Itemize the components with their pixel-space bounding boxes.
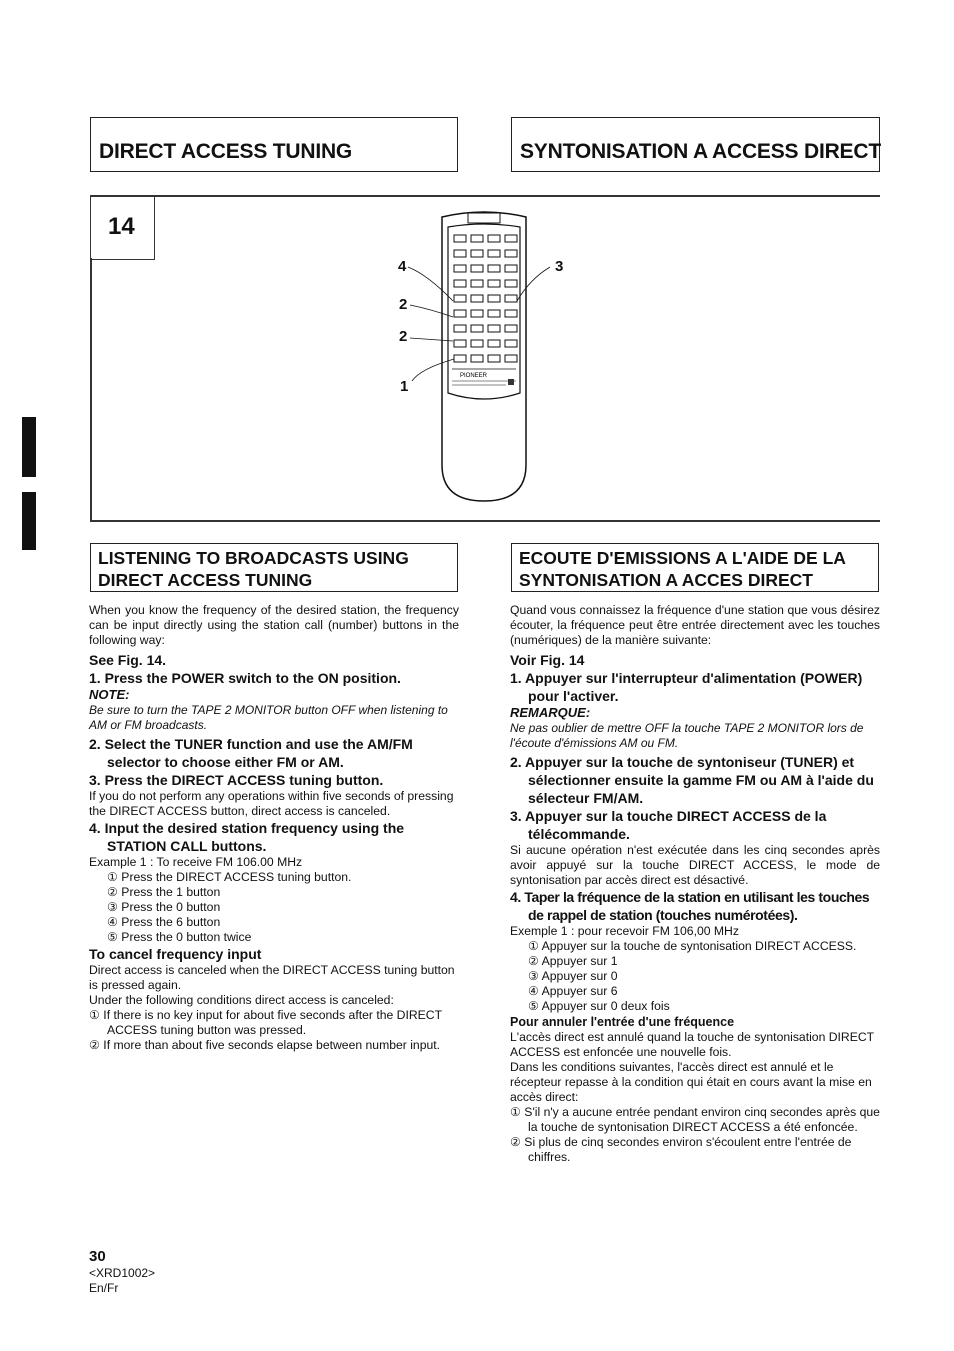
fr-cancel-text-1: L'accès direct est annulé quand la touche de syntonisation DIRECT ACCESS est enfoncée une nouvelle fois. [510, 1030, 874, 1059]
list-item: ④ Press the 6 button [107, 915, 221, 929]
list-item: ② Appuyer sur 1 [528, 954, 618, 968]
footer [89, 1248, 155, 1296]
list-item: ③ Press the 0 button [107, 900, 221, 914]
en-step-1: 1. Press the POWER switch to the ON position. [89, 670, 401, 686]
callout-2a: 2 [399, 296, 408, 313]
callout-1: 1 [400, 378, 409, 395]
list-item: ⑤ Press the 0 button twice [107, 930, 252, 944]
fr-step-1: 1. Appuyer sur l'interrupteur d'alimentation (POWER) pour l'activer. [510, 670, 863, 704]
fr-step-3-text: Si aucune opération n'est exécutée dans les cinq secondes après avoir appuyé sur la touche DIRECT ACCESS, le mode de syntonisation par accès direct est désactivé. [510, 843, 880, 887]
page-title-fr: SYNTONISATION A ACCESS DIRECT [520, 140, 881, 163]
page-title-en: DIRECT ACCESS TUNING [99, 140, 353, 163]
fr-note-label: REMARQUE: [510, 705, 591, 720]
list-item: ① Press the DIRECT ACCESS tuning button. [107, 870, 352, 884]
figure-left-edge [90, 258, 92, 521]
list-item: ② If more than about five seconds elapse between number input. [89, 1038, 441, 1052]
language-code: En/Fr [89, 1281, 119, 1295]
fr-intro: Quand vous connaissez la fréquence d'une station que vous désirez écouter, la fréquence peut être entrée directement avec les touches (numériques) de la manière suivante: [510, 603, 880, 647]
figure-bottom-rule [90, 520, 880, 522]
margin-bar-top [22, 417, 36, 477]
fr-example-steps [510, 939, 880, 1014]
list-item: ① If there is no key input for about five seconds after the DIRECT ACCESS tuning button was pressed. [89, 1008, 442, 1037]
list-item: ⑤ Appuyer sur 0 deux fois [528, 999, 670, 1013]
en-cancel-text-2: Under the following conditions direct access is canceled: [89, 993, 394, 1007]
section-heading-en: LISTENING TO BROADCASTS USING DIRECT ACCESS TUNING [90, 543, 458, 592]
fr-cancel-items [510, 1105, 880, 1165]
en-intro: When you know the frequency of the desired station, the frequency can be input directly using the station call (number) buttons in the following way: [89, 603, 459, 647]
callout-3: 3 [555, 258, 564, 275]
list-item: ① Appuyer sur la touche de syntonisation DIRECT ACCESS. [528, 939, 857, 953]
remote-control-illustration [380, 205, 580, 505]
remote-top-notch [468, 213, 500, 223]
en-example-steps [89, 870, 459, 945]
fr-step-2: 2. Appuyer sur la touche de syntoniseur (TUNER) et sélectionner ensuite la gamme FM ou AM à l'aide du sélecteur FM/AM. [510, 754, 874, 806]
french-column [510, 603, 880, 1165]
figure-number: 14 [108, 213, 135, 240]
remote-brand-label: PIONEER [460, 373, 488, 379]
list-item: ① S'il n'y a aucune entrée pendant environ cinq secondes après que la touche de syntonisation DIRECT ACCESS a été enfoncée. [510, 1105, 880, 1134]
en-cancel-text-1: Direct access is canceled when the DIRECT ACCESS tuning button is pressed again. [89, 963, 455, 992]
en-step-2: 2. Select the TUNER function and use the AM/FM selector to choose either FM or AM. [89, 736, 413, 770]
fr-note-text: Ne pas oublier de mettre OFF la touche TAPE 2 MONITOR lors de l'écoute d'émissions AM ou FM. [510, 721, 864, 750]
en-step-3: 3. Press the DIRECT ACCESS tuning button. [89, 772, 384, 788]
doc-code: <XRD1002> [89, 1266, 156, 1280]
fr-example: Exemple 1 : pour recevoir FM 106,00 MHz [510, 924, 739, 938]
en-step-3-text: If you do not perform any operations within five seconds of pressing the DIRECT ACCESS button, direct access is canceled. [89, 789, 454, 818]
section-heading-fr: ECOUTE D'EMISSIONS A L'AIDE DE LA SYNTONISATION A ACCES DIRECT [511, 543, 879, 592]
en-see-fig: See Fig. 14. [89, 652, 167, 668]
en-example: Example 1 : To receive FM 106.00 MHz [89, 855, 303, 869]
callout-2b: 2 [399, 328, 408, 345]
callout-4: 4 [398, 258, 407, 275]
list-item: ④ Appuyer sur 6 [528, 984, 618, 998]
en-note-label: NOTE: [89, 687, 130, 702]
list-item: ② Si plus de cinq secondes environ s'écoulent entre l'entrée de chiffres. [510, 1135, 852, 1164]
en-note-text: Be sure to turn the TAPE 2 MONITOR button OFF when listening to AM or FM broadcasts. [89, 703, 448, 732]
header-left-box [90, 117, 458, 172]
page-number: 30 [89, 1248, 106, 1265]
figure-number-box [90, 195, 155, 260]
list-item: ② Press the 1 button [107, 885, 221, 899]
fr-step-3: 3. Appuyer sur la touche DIRECT ACCESS de la télécommande. [510, 808, 827, 842]
fr-see-fig: Voir Fig. 14 [510, 652, 585, 668]
fr-cancel-heading: Pour annuler l'entrée d'une fréquence [510, 1015, 735, 1029]
en-cancel-items [89, 1008, 459, 1053]
fr-step-4: 4. Taper la fréquence de la station en utilisant les touches de rappel de station (touches numérotées). [510, 889, 870, 923]
header-right-box [511, 117, 880, 172]
figure-top-rule [90, 195, 880, 197]
list-item: ③ Appuyer sur 0 [528, 969, 618, 983]
english-column [89, 603, 459, 1053]
fr-cancel-text-2: Dans les conditions suivantes, l'accès direct est annulé et le récepteur repasse à la condition qui était en cours avant la mise en accès direct: [510, 1060, 872, 1104]
en-step-4: 4. Input the desired station frequency using the STATION CALL buttons. [89, 820, 405, 854]
en-cancel-heading: To cancel frequency input [89, 946, 262, 962]
margin-bar-bottom [22, 492, 36, 550]
